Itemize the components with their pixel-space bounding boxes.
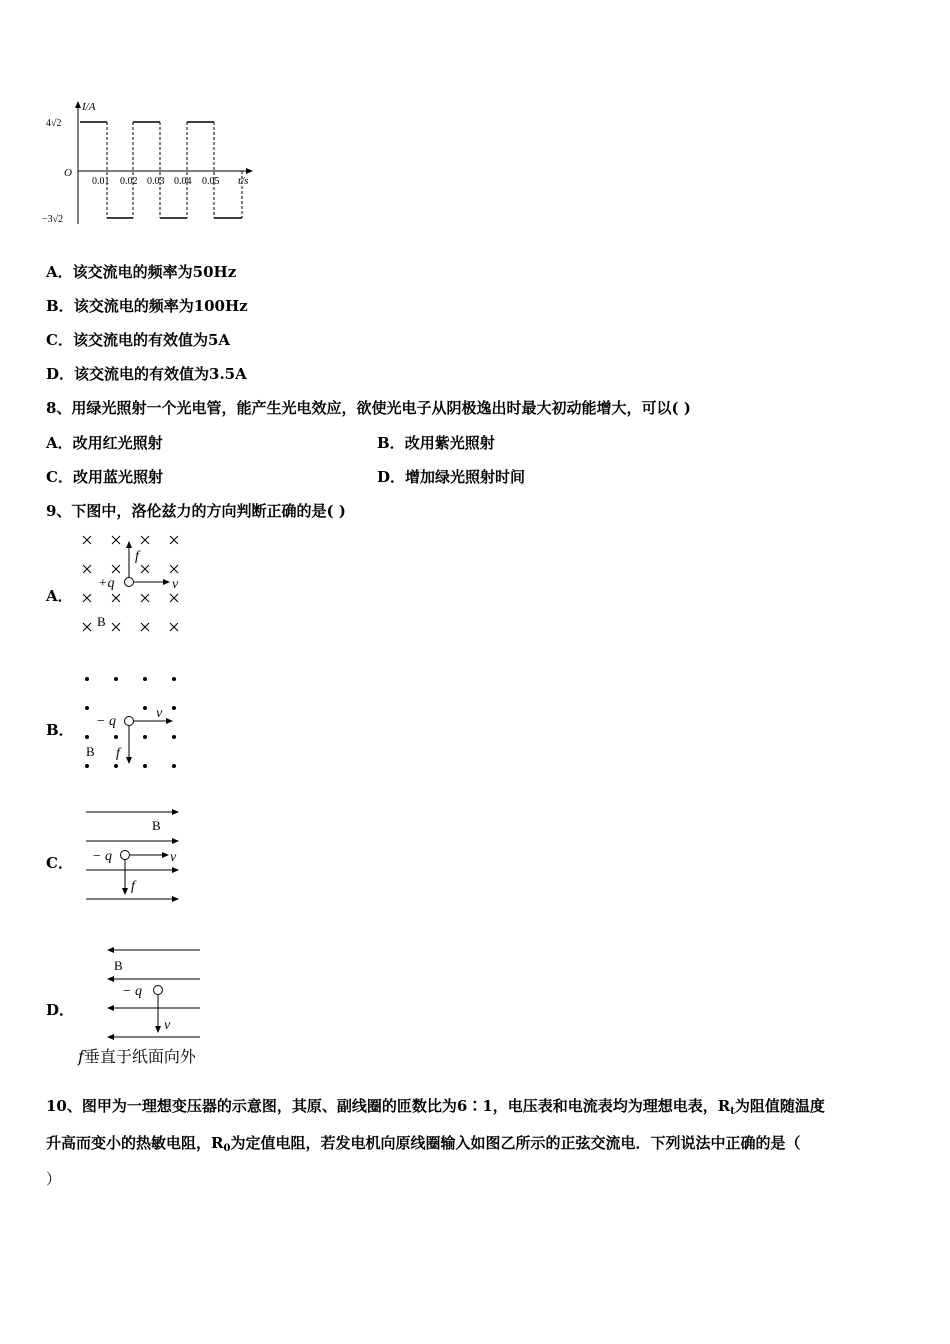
- q9-option-d-label: D．: [46, 1001, 75, 1019]
- q9-option-c-label: C．: [46, 854, 73, 872]
- caption-text: 垂直于纸面向外: [83, 1047, 196, 1066]
- q9-figure-d-caption: [78, 1044, 196, 1067]
- charge-particle: [154, 986, 163, 995]
- option-text: 该交流电的频率为50Hz: [72, 263, 237, 281]
- charge-label: − q: [92, 849, 112, 864]
- velocity-label: v: [156, 706, 163, 721]
- subscript: 0: [223, 1143, 231, 1154]
- option-text: 该交流电的频率为100Hz: [73, 297, 248, 315]
- text-run: 10、图甲为一理想变压器的示意图，其原、副线圈的匝数比为6∶1，电压表和电流表均为理想电表，R: [46, 1097, 731, 1115]
- option-text: 改用红光照射: [72, 434, 163, 452]
- charge-particle: [121, 851, 130, 860]
- origin-label: O: [64, 167, 72, 179]
- force-label: f: [131, 879, 135, 894]
- y-axis-label: I/A: [82, 101, 96, 113]
- charge-label: − q: [122, 984, 142, 999]
- q9-figure-d: [100, 940, 220, 1048]
- caption-force-symbol: f: [78, 1047, 84, 1066]
- x-tick-label: 0.01: [92, 176, 110, 187]
- q7-option-d: [46, 363, 247, 384]
- q7-option-c: [46, 329, 230, 350]
- charge-label: − q: [96, 714, 116, 729]
- option-text: 该交流电的有效值为5A: [72, 331, 231, 349]
- x-tick-label: 0.02: [120, 176, 138, 187]
- x-tick-label: 0.05: [202, 176, 220, 187]
- force-label: f: [116, 746, 120, 761]
- q8-option-c: [46, 466, 163, 487]
- charge-particle: [125, 578, 134, 587]
- option-text: 该交流电的有效值为3.5A: [74, 365, 247, 383]
- option-text: 改用紫光照射: [404, 434, 495, 452]
- charge-particle: [125, 717, 134, 726]
- q7-option-b: [46, 295, 248, 316]
- x-tick-label: 0.03: [147, 176, 165, 187]
- q9-figure-c: [80, 802, 200, 910]
- y-max-label: 4√2: [46, 118, 62, 129]
- charge-label: +q: [98, 576, 115, 591]
- current-waveform-graph: [40, 96, 270, 231]
- q8-option-a: [46, 432, 163, 453]
- q10-line-1: [46, 1095, 825, 1117]
- option-label: B．: [46, 297, 74, 315]
- option-label: C．: [46, 468, 73, 486]
- x-tick-label: 0.04: [174, 176, 192, 187]
- q8-stem: 8、用绿光照射一个光电管，能产生光电效应，欲使光电子从阴极逸出时最大初动能增大，可以( ): [46, 399, 691, 417]
- option-label: A．: [46, 434, 73, 452]
- text-run: 为阻值随温度: [734, 1097, 825, 1115]
- option-text: 改用蓝光照射: [72, 468, 163, 486]
- q10-line-2: [46, 1132, 800, 1154]
- q9-option-b-label: B．: [46, 721, 74, 739]
- option-label: C．: [46, 331, 73, 349]
- q9-stem: 9、下图中，洛伦兹力的方向判断正确的是( ): [46, 502, 346, 520]
- y-min-label: −3√2: [42, 214, 64, 225]
- subscript: t: [730, 1106, 735, 1117]
- force-label: f: [135, 549, 139, 564]
- velocity-label: v: [172, 577, 179, 592]
- velocity-label: v: [170, 850, 177, 865]
- option-label: B．: [377, 434, 405, 452]
- field-label: B: [114, 958, 123, 973]
- q9-figure-a: [74, 530, 194, 638]
- x-axis-label: t/s: [238, 175, 249, 187]
- option-label: D．: [377, 468, 406, 486]
- q8-option-b: [377, 432, 495, 453]
- text-run: 升高而变小的热敏电阻，R: [46, 1134, 224, 1152]
- option-label: A．: [46, 263, 73, 281]
- velocity-label: v: [164, 1018, 171, 1033]
- field-label: B: [152, 818, 161, 833]
- field-label: B: [86, 744, 95, 759]
- q9-option-a-label: A．: [46, 587, 73, 605]
- option-text: 增加绿光照射时间: [405, 468, 526, 486]
- q10-line-3: ）: [46, 1170, 62, 1188]
- field-label: B: [97, 614, 106, 629]
- q8-option-d: [377, 466, 525, 487]
- q9-figure-b: [74, 668, 194, 776]
- waveform: [80, 122, 242, 218]
- option-label: D．: [46, 365, 75, 383]
- q7-option-a: [46, 261, 236, 282]
- waveform-transitions: [107, 122, 242, 218]
- text-run: 为定值电阻，若发电机向原线圈输入如图乙所示的正弦交流电．下列说法中正确的是（: [230, 1134, 801, 1152]
